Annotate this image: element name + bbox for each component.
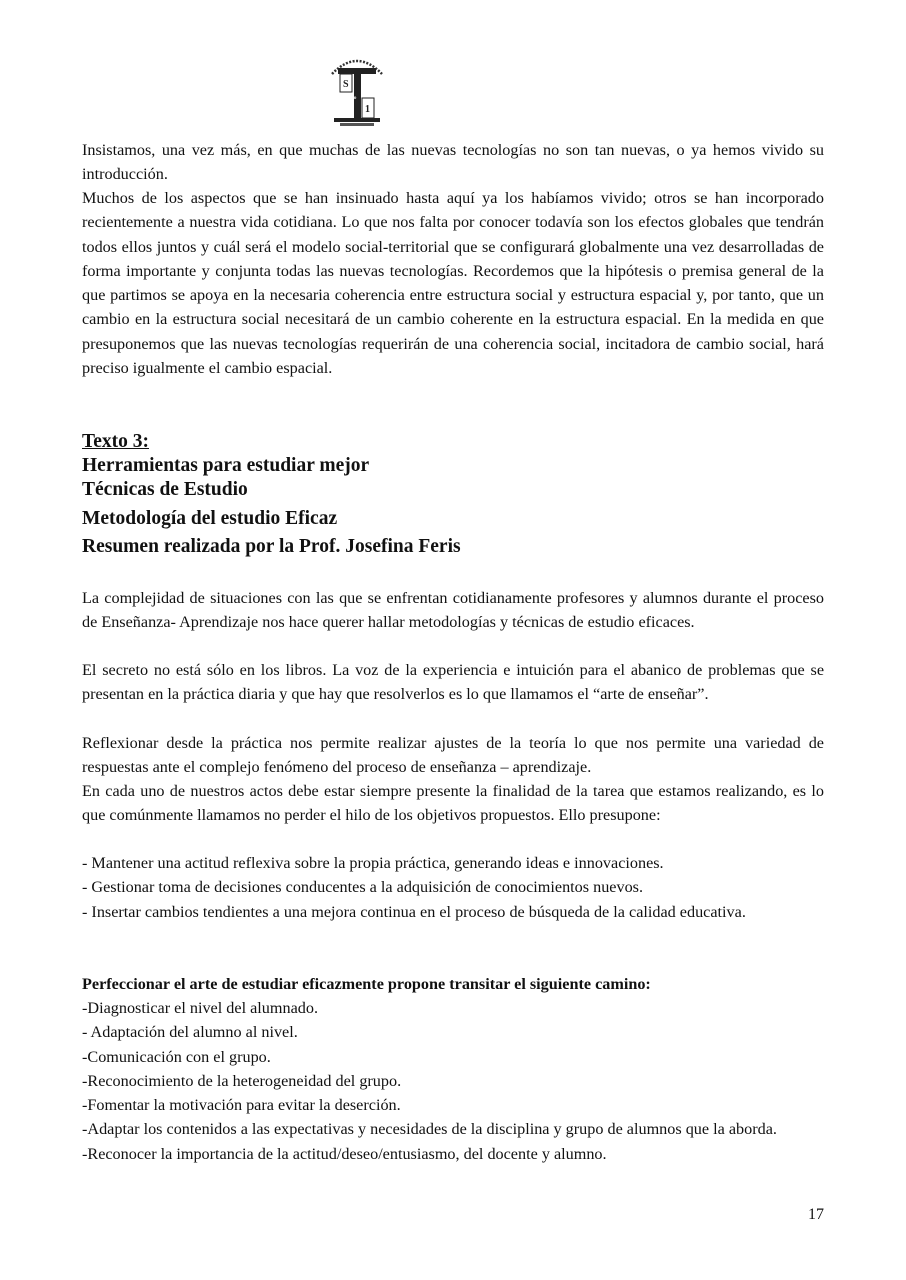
camino-heading: Perfeccionar el arte de estudiar eficazmente propone transitar el siguiente camino: [82, 975, 651, 993]
section-label: Texto 3: [82, 431, 149, 452]
intro-paragraph-2: Muchos de los aspectos que se han insinuado hasta aquí ya los habíamos vivido; otros se han incorporado recientemente a nuestra vida cotidiana. Lo que nos falta por conocer todavía son los efectos globales que tendrán todos ellos juntos y cuál será el modelo social-territorial que se configurará globalmente una vez desarrolladas de forma importante y conjunta todas las nuevas tecnologías. Recordemos que la hipótesis o premisa general de la que partimos se apoya en la necesaria coherencia entre estructura social y estructura espacial y, por tanto, que un cambio en la estructura social necesitará de un cambio coherente en la estructura espacial. En la medida en que presuponemos que las nuevas tecnologías requerirán de una coherencia social, incitadora de cambio social, hará preciso igualmente el cambio espacial. [82, 189, 824, 378]
logo-letter-1: 1 [365, 104, 370, 115]
page-number: 17 [808, 1206, 824, 1223]
section-title-1: Herramientas para estudiar mejor [82, 455, 370, 476]
body-paragraph-1: La complejidad de situaciones con las que se enfrentan cotidianamente profesores y alumnos durante el proceso de Enseñanza- Aprendizaje nos hace querer hallar metodologías y técnicas de estudio eficaces. [82, 589, 824, 632]
list-item: - Adaptación del alumno al nivel. [82, 1023, 298, 1042]
body-paragraph-2: El secreto no está sólo en los libros. La voz de la experiencia e intuición para el abanico de problemas que se presentan en la práctica diaria y que hay que resolverlos es lo que llamamos el “arte de enseñar”. [82, 661, 824, 704]
logo-letter-s: S [343, 79, 349, 90]
list-item: - Insertar cambios tendientes a una mejora continua en el proceso de búsqueda de la calidad educativa. [82, 902, 746, 921]
intro-paragraph-1: Insistamos, una vez más, en que muchas de las nuevas tecnologías no son tan nuevas, o ya hemos vivido su introducción. [82, 141, 824, 184]
logo-letter-n: Nº [348, 95, 357, 104]
list-item: -Comunicación con el grupo. [82, 1047, 271, 1066]
list-item: -Adaptar los contenidos a las expectativas y necesidades de la disciplina y grupo de alumnos que la aborda. [82, 1120, 777, 1139]
institution-logo [326, 54, 388, 128]
section-title-4: Resumen realizada por la Prof. Josefina Feris [82, 536, 461, 557]
body-paragraph-4: En cada uno de nuestros actos debe estar siempre presente la finalidad de la tarea que estamos realizando, es lo que comúnmente llamamos no perder el hilo de los objetivos propuestos. Ello presupone: [82, 782, 824, 825]
list-item: -Reconocimiento de la heterogeneidad del grupo. [82, 1071, 402, 1090]
list-item: - Mantener una actitud reflexiva sobre la propia práctica, generando ideas e innovaciones. [82, 854, 664, 872]
camino-list [82, 996, 824, 1166]
section-title-2: Técnicas de Estudio [82, 479, 248, 500]
list-item: - Gestionar toma de decisiones conducentes a la adquisición de conocimientos nuevos. [82, 878, 644, 897]
list-item: -Fomentar la motivación para evitar la deserción. [82, 1096, 401, 1115]
body-paragraph-3: Reflexionar desde la práctica nos permite realizar ajustes de la teoría lo que nos permite una variedad de respuestas ante el complejo fenómeno del proceso de enseñanza – aprendizaje. [82, 734, 824, 777]
list-item: -Reconocer la importancia de la actitud/deseo/entusiasmo, del docente y alumno. [82, 1144, 607, 1163]
section-title-3: Metodología del estudio Eficaz [82, 508, 338, 529]
list-item: -Diagnosticar el nivel del alumnado. [82, 999, 318, 1017]
presupone-list [82, 851, 824, 924]
